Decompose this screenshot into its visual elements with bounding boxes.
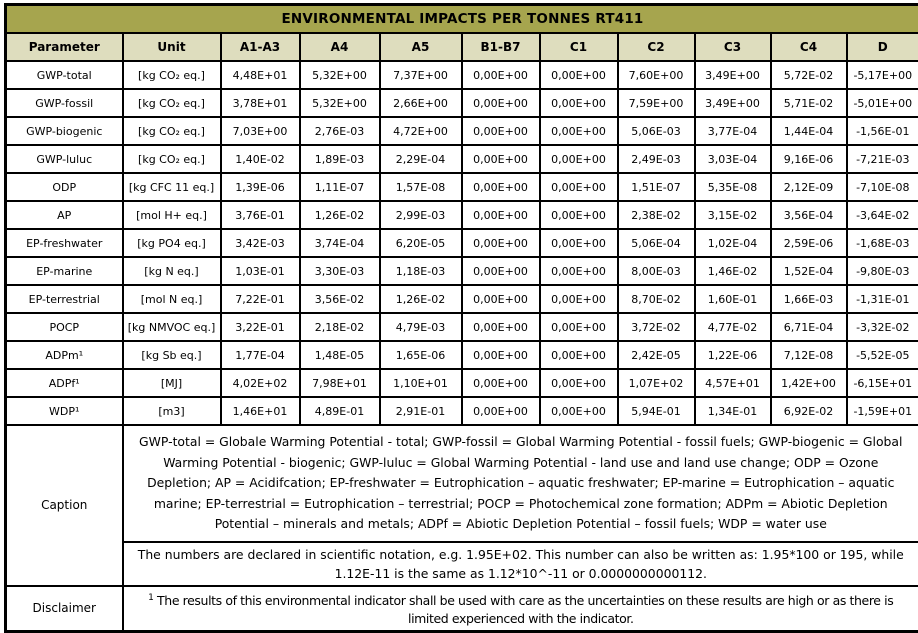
value-cell: 1,22E-06 xyxy=(695,341,771,369)
table-row xyxy=(6,173,918,201)
value-cell: 2,18E-02 xyxy=(300,313,380,341)
value-cell: 0,00E+00 xyxy=(462,313,540,341)
parameter-cell: EP-terrestrial xyxy=(6,285,123,313)
value-cell: 3,78E+01 xyxy=(221,89,300,117)
value-cell: 0,00E+00 xyxy=(462,89,540,117)
column-header: A4 xyxy=(300,33,380,61)
table-row xyxy=(6,313,918,341)
value-cell: 0,00E+00 xyxy=(540,173,618,201)
value-cell: 5,72E-02 xyxy=(771,61,847,89)
disclaimer-label: Disclaimer xyxy=(6,586,123,632)
value-cell: 4,57E+01 xyxy=(695,369,771,397)
value-cell: 0,00E+00 xyxy=(462,145,540,173)
value-cell: 7,22E-01 xyxy=(221,285,300,313)
value-cell: 1,51E-07 xyxy=(618,173,695,201)
value-cell: -9,80E-03 xyxy=(847,257,918,285)
value-cell: 2,49E-03 xyxy=(618,145,695,173)
table-header xyxy=(6,5,918,62)
unit-cell: [kg CO₂ eq.] xyxy=(123,89,221,117)
disclaimer-text xyxy=(123,586,918,632)
column-header: D xyxy=(847,33,918,61)
parameter-cell: EP-marine xyxy=(6,257,123,285)
table-title: ENVIRONMENTAL IMPACTS PER TONNES RT411 xyxy=(6,5,918,34)
value-cell: 1,44E-04 xyxy=(771,117,847,145)
value-cell: 7,59E+00 xyxy=(618,89,695,117)
value-cell: 1,60E-01 xyxy=(695,285,771,313)
parameter-cell: ADPf¹ xyxy=(6,369,123,397)
value-cell: 3,49E+00 xyxy=(695,61,771,89)
caption-definitions: GWP-total = Globale Warming Potential - total; GWP-fossil = Global Warming Potential - fossil fuels; GWP-biogenic = Global Warming Potential - biogenic; GWP-luluc = Global Warming Potential - land use and land use change; ODP = Ozone Depletion; AP = Acidifcation; EP-freshwater = Eutrophication – aquatic freshwater; EP-marine = Eutrophication – aquatic marine; EP-terrestrial = Eutrophication – terrestrial; POCP = Photochemical zone formation; ADPm = Abiotic Depletion Potential – minerals and metals; ADPf = Abiotic Depletion Potential – fossil fuels; WDP = water use xyxy=(123,425,918,542)
value-cell: 0,00E+00 xyxy=(462,341,540,369)
value-cell: 6,20E-05 xyxy=(380,229,462,257)
table-row xyxy=(6,341,918,369)
value-cell: 1,34E-01 xyxy=(695,397,771,425)
value-cell: 1,18E-03 xyxy=(380,257,462,285)
unit-cell: [kg Sb eq.] xyxy=(123,341,221,369)
value-cell: 5,94E-01 xyxy=(618,397,695,425)
value-cell: 0,00E+00 xyxy=(540,285,618,313)
value-cell: 7,12E-08 xyxy=(771,341,847,369)
parameter-cell: GWP-total xyxy=(6,61,123,89)
value-cell: -5,17E+00 xyxy=(847,61,918,89)
unit-cell: [kg N eq.] xyxy=(123,257,221,285)
value-cell: 5,06E-03 xyxy=(618,117,695,145)
value-cell: 3,49E+00 xyxy=(695,89,771,117)
value-cell: 1,26E-02 xyxy=(300,201,380,229)
value-cell: 1,66E-03 xyxy=(771,285,847,313)
value-cell: 1,26E-02 xyxy=(380,285,462,313)
value-cell: 1,52E-04 xyxy=(771,257,847,285)
unit-cell: [kg CO₂ eq.] xyxy=(123,117,221,145)
value-cell: 0,00E+00 xyxy=(540,117,618,145)
value-cell: 6,71E-04 xyxy=(771,313,847,341)
notation-note: The numbers are declared in scientific notation, e.g. 1.95E+02. This number can also be written as: 1.95*100 or 195, while 1.12E-11 is the same as 1.12*10^-11 or 0.0000000000112. xyxy=(123,542,918,586)
value-cell: 1,65E-06 xyxy=(380,341,462,369)
value-cell: 9,16E-06 xyxy=(771,145,847,173)
value-cell: 1,89E-03 xyxy=(300,145,380,173)
value-cell: 1,48E-05 xyxy=(300,341,380,369)
value-cell: 2,38E-02 xyxy=(618,201,695,229)
value-cell: 3,56E-02 xyxy=(300,285,380,313)
value-cell: 4,48E+01 xyxy=(221,61,300,89)
table-row xyxy=(6,89,918,117)
value-cell: 3,74E-04 xyxy=(300,229,380,257)
value-cell: -1,59E+01 xyxy=(847,397,918,425)
value-cell: 3,15E-02 xyxy=(695,201,771,229)
value-cell: 7,60E+00 xyxy=(618,61,695,89)
value-cell: 8,70E-02 xyxy=(618,285,695,313)
value-cell: 1,39E-06 xyxy=(221,173,300,201)
value-cell: 0,00E+00 xyxy=(540,257,618,285)
disclaimer-row xyxy=(6,586,918,632)
column-header: Unit xyxy=(123,33,221,61)
value-cell: 3,03E-04 xyxy=(695,145,771,173)
disclaimer-text-body: The results of this environmental indicator shall be used with care as the uncertainties on these results are high or as there is limited experienced with the indicator. xyxy=(153,593,893,626)
value-cell: -5,52E-05 xyxy=(847,341,918,369)
table-row xyxy=(6,145,918,173)
value-cell: 0,00E+00 xyxy=(540,89,618,117)
caption-section xyxy=(6,425,918,631)
value-cell: 5,06E-04 xyxy=(618,229,695,257)
value-cell: 5,71E-02 xyxy=(771,89,847,117)
value-cell: 2,91E-01 xyxy=(380,397,462,425)
column-header: C4 xyxy=(771,33,847,61)
value-cell: 0,00E+00 xyxy=(540,229,618,257)
value-cell: 3,72E-02 xyxy=(618,313,695,341)
value-cell: 4,72E+00 xyxy=(380,117,462,145)
value-cell: -6,15E+01 xyxy=(847,369,918,397)
value-cell: 0,00E+00 xyxy=(462,229,540,257)
value-cell: -1,68E-03 xyxy=(847,229,918,257)
value-cell: 3,56E-04 xyxy=(771,201,847,229)
column-header: Parameter xyxy=(6,33,123,61)
value-cell: 3,22E-01 xyxy=(221,313,300,341)
value-cell: 0,00E+00 xyxy=(462,117,540,145)
value-cell: 7,37E+00 xyxy=(380,61,462,89)
value-cell: -7,10E-08 xyxy=(847,173,918,201)
unit-cell: [kg CFC 11 eq.] xyxy=(123,173,221,201)
parameter-cell: WDP¹ xyxy=(6,397,123,425)
value-cell: -3,64E-02 xyxy=(847,201,918,229)
value-cell: 4,89E-01 xyxy=(300,397,380,425)
column-header: C2 xyxy=(618,33,695,61)
value-cell: 2,29E-04 xyxy=(380,145,462,173)
value-cell: 3,42E-03 xyxy=(221,229,300,257)
value-cell: 0,00E+00 xyxy=(462,397,540,425)
value-cell: 0,00E+00 xyxy=(540,313,618,341)
value-cell: 1,46E+01 xyxy=(221,397,300,425)
value-cell: 4,79E-03 xyxy=(380,313,462,341)
value-cell: 0,00E+00 xyxy=(540,201,618,229)
table-row xyxy=(6,229,918,257)
value-cell: 2,99E-03 xyxy=(380,201,462,229)
unit-cell: [MJ] xyxy=(123,369,221,397)
title-row xyxy=(6,5,918,34)
value-cell: 7,03E+00 xyxy=(221,117,300,145)
value-cell: 0,00E+00 xyxy=(462,257,540,285)
unit-cell: [mol N eq.] xyxy=(123,285,221,313)
value-cell: 3,77E-04 xyxy=(695,117,771,145)
value-cell: 0,00E+00 xyxy=(462,285,540,313)
table-row xyxy=(6,397,918,425)
value-cell: -5,01E+00 xyxy=(847,89,918,117)
column-header: C1 xyxy=(540,33,618,61)
table-row xyxy=(6,201,918,229)
value-cell: 0,00E+00 xyxy=(462,61,540,89)
value-cell: 2,76E-03 xyxy=(300,117,380,145)
parameter-cell: ADPm¹ xyxy=(6,341,123,369)
value-cell: 0,00E+00 xyxy=(540,61,618,89)
table-row xyxy=(6,369,918,397)
parameter-cell: EP-freshwater xyxy=(6,229,123,257)
value-cell: -1,56E-01 xyxy=(847,117,918,145)
value-cell: -7,21E-03 xyxy=(847,145,918,173)
value-cell: -3,32E-02 xyxy=(847,313,918,341)
value-cell: 0,00E+00 xyxy=(540,397,618,425)
value-cell: 0,00E+00 xyxy=(540,341,618,369)
value-cell: 1,03E-01 xyxy=(221,257,300,285)
value-cell: 5,35E-08 xyxy=(695,173,771,201)
unit-cell: [m3] xyxy=(123,397,221,425)
parameter-cell: GWP-fossil xyxy=(6,89,123,117)
value-cell: 2,66E+00 xyxy=(380,89,462,117)
parameter-cell: AP xyxy=(6,201,123,229)
parameter-cell: GWP-biogenic xyxy=(6,117,123,145)
value-cell: 8,00E-03 xyxy=(618,257,695,285)
caption-row xyxy=(6,425,918,542)
table-row xyxy=(6,117,918,145)
unit-cell: [kg CO₂ eq.] xyxy=(123,61,221,89)
value-cell: 1,11E-07 xyxy=(300,173,380,201)
parameter-cell: GWP-luluc xyxy=(6,145,123,173)
value-cell: 1,07E+02 xyxy=(618,369,695,397)
value-cell: 0,00E+00 xyxy=(540,369,618,397)
unit-cell: [kg CO₂ eq.] xyxy=(123,145,221,173)
parameter-cell: POCP xyxy=(6,313,123,341)
value-cell: 4,77E-02 xyxy=(695,313,771,341)
notation-row xyxy=(6,542,918,586)
value-cell: 3,30E-03 xyxy=(300,257,380,285)
value-cell: 2,12E-09 xyxy=(771,173,847,201)
value-cell: 2,42E-05 xyxy=(618,341,695,369)
value-cell: 3,76E-01 xyxy=(221,201,300,229)
value-cell: 1,10E+01 xyxy=(380,369,462,397)
parameter-cell: ODP xyxy=(6,173,123,201)
unit-cell: [kg NMVOC eq.] xyxy=(123,313,221,341)
value-cell: 1,46E-02 xyxy=(695,257,771,285)
table-row xyxy=(6,285,918,313)
impacts-table-body xyxy=(6,61,918,425)
column-header: B1-B7 xyxy=(462,33,540,61)
value-cell: 1,02E-04 xyxy=(695,229,771,257)
value-cell: 1,57E-08 xyxy=(380,173,462,201)
value-cell: 5,32E+00 xyxy=(300,61,380,89)
caption-label: Caption xyxy=(6,425,123,586)
unit-cell: [kg PO4 eq.] xyxy=(123,229,221,257)
value-cell: 5,32E+00 xyxy=(300,89,380,117)
value-cell: 0,00E+00 xyxy=(462,369,540,397)
value-cell: -1,31E-01 xyxy=(847,285,918,313)
value-cell: 6,92E-02 xyxy=(771,397,847,425)
column-header: A5 xyxy=(380,33,462,61)
column-header: A1-A3 xyxy=(221,33,300,61)
value-cell: 0,00E+00 xyxy=(540,145,618,173)
disclaimer-footnote-marker: 1 xyxy=(148,593,153,603)
value-cell: 0,00E+00 xyxy=(462,173,540,201)
table-row xyxy=(6,61,918,89)
unit-cell: [mol H+ eq.] xyxy=(123,201,221,229)
value-cell: 2,59E-06 xyxy=(771,229,847,257)
value-cell: 7,98E+01 xyxy=(300,369,380,397)
value-cell: 1,77E-04 xyxy=(221,341,300,369)
column-header-row xyxy=(6,33,918,61)
value-cell: 1,42E+00 xyxy=(771,369,847,397)
value-cell: 1,40E-02 xyxy=(221,145,300,173)
value-cell: 0,00E+00 xyxy=(462,201,540,229)
table-row xyxy=(6,257,918,285)
value-cell: 4,02E+02 xyxy=(221,369,300,397)
impacts-table xyxy=(4,3,918,633)
column-header: C3 xyxy=(695,33,771,61)
